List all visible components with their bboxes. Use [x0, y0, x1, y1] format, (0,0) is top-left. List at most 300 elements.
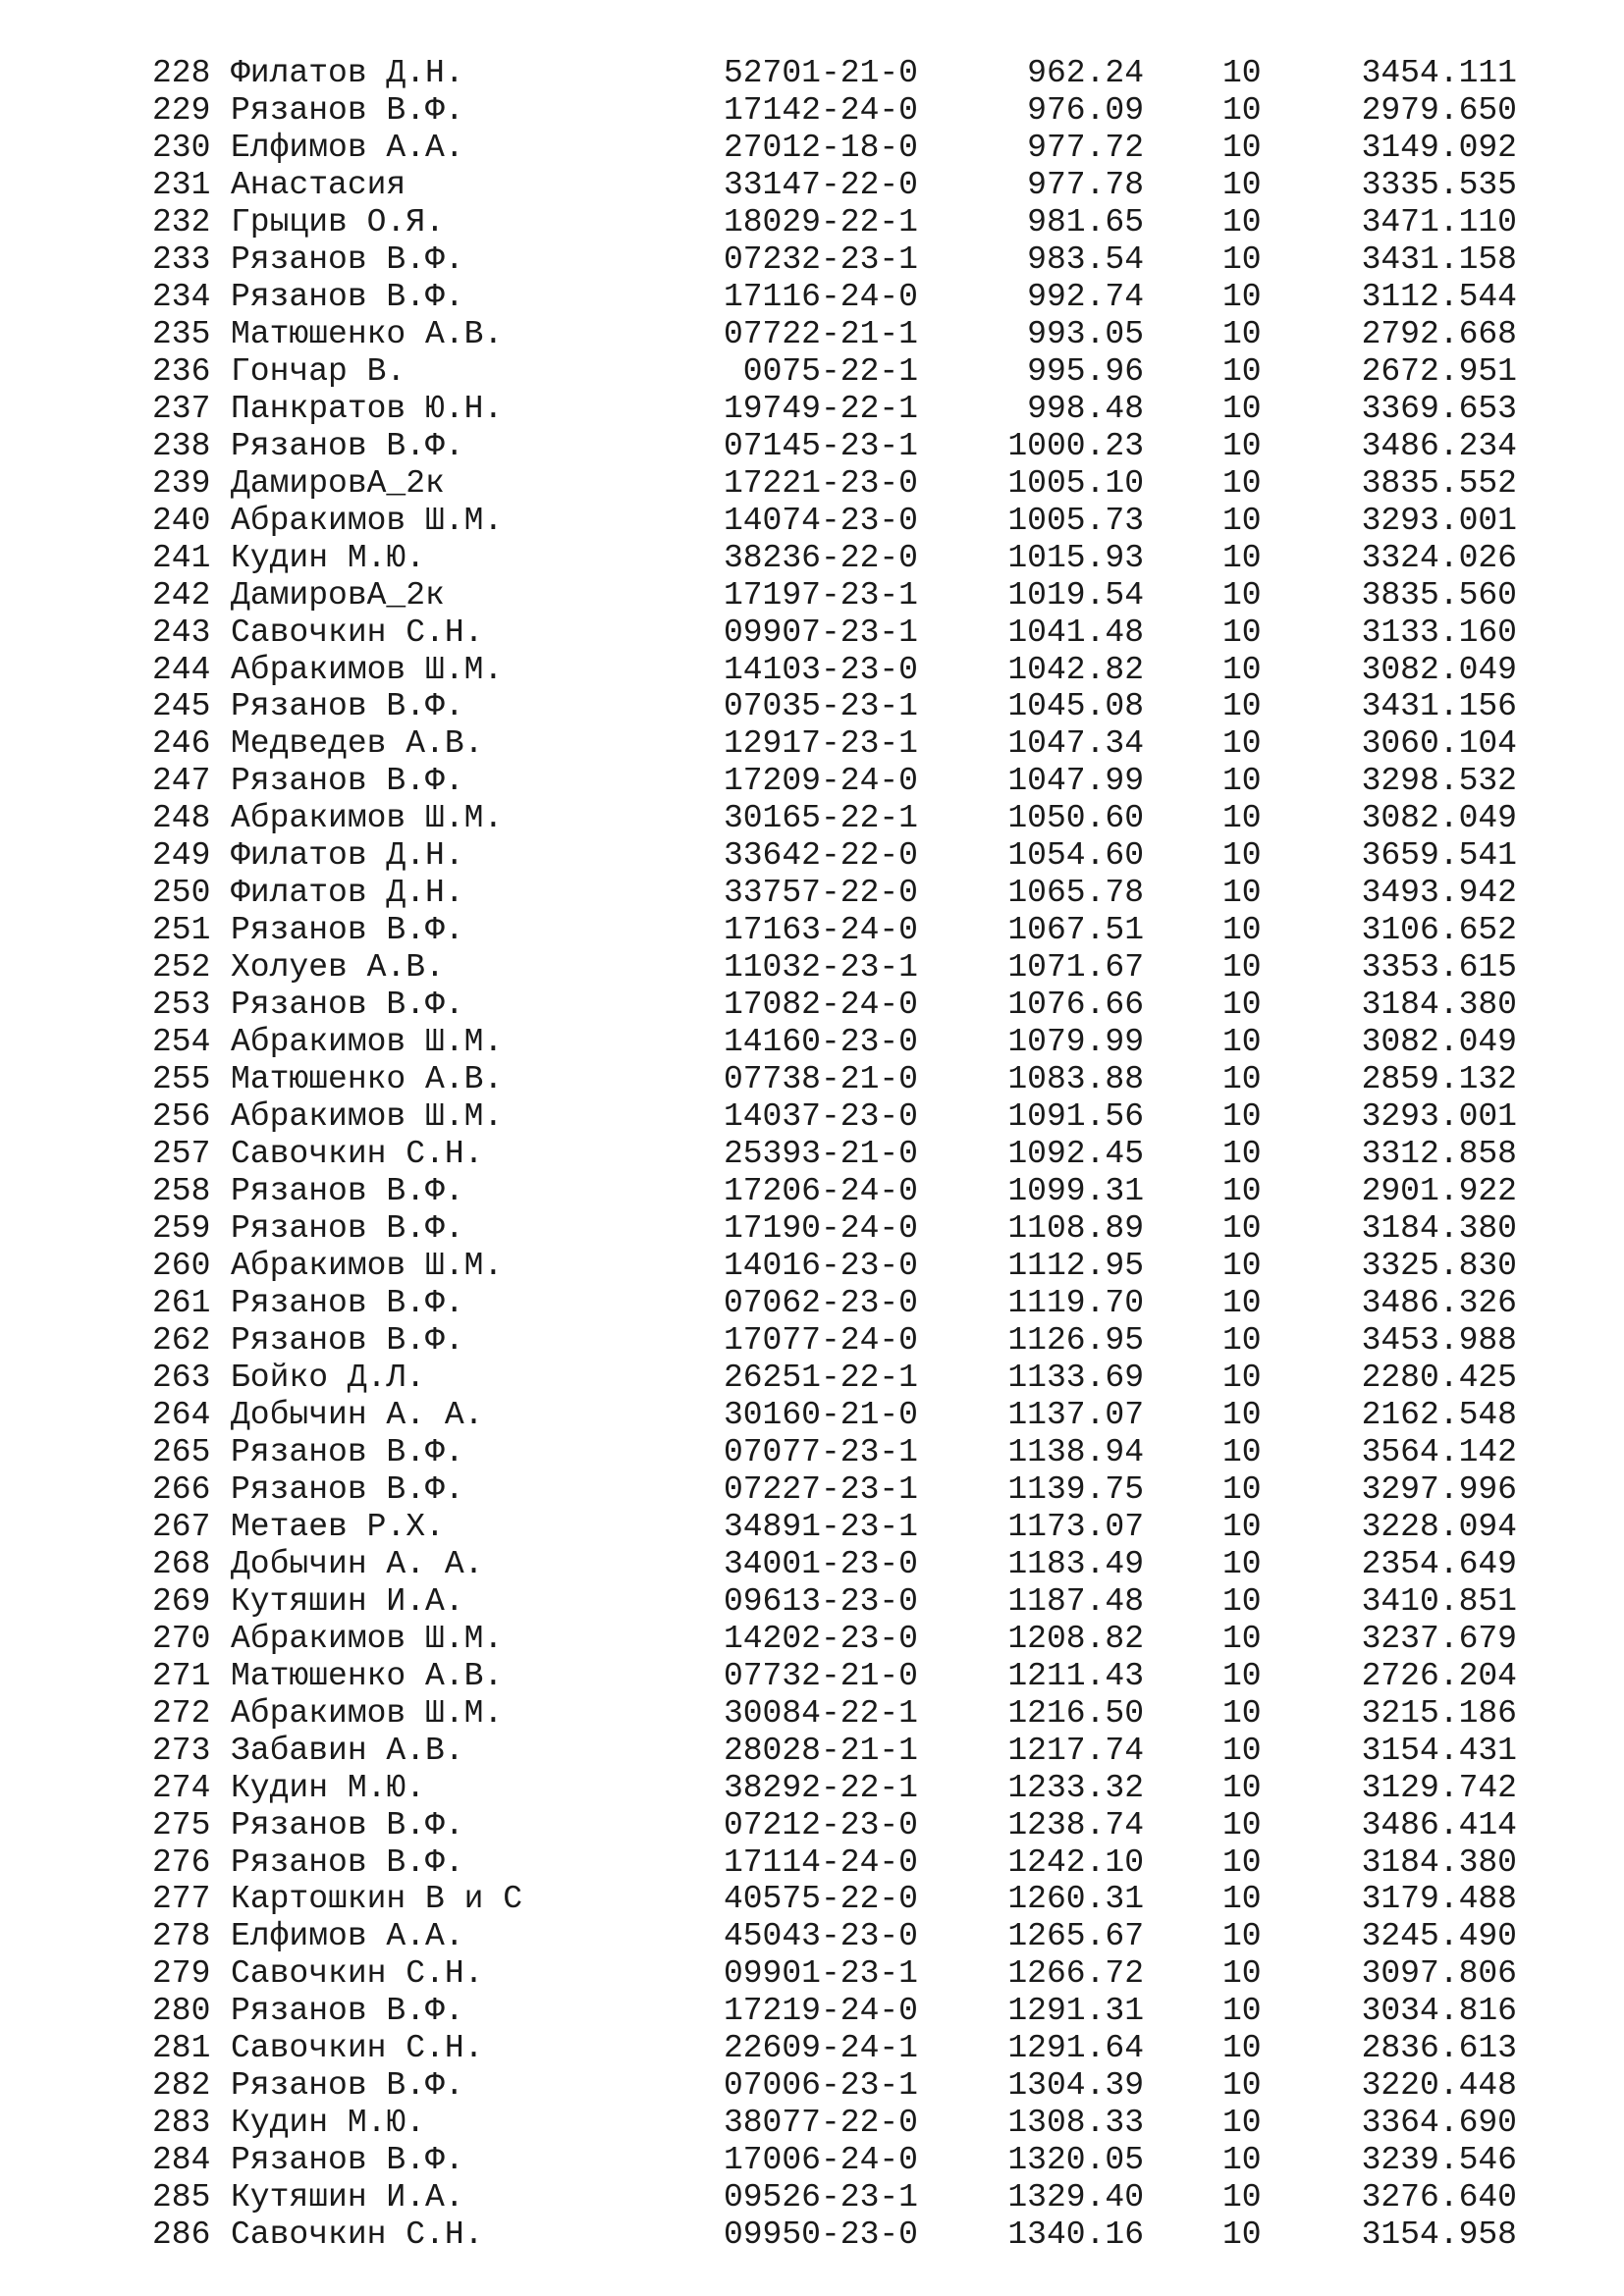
measurement-value: 1108.89 [1007, 1210, 1144, 1248]
row-number: 271 [152, 1657, 211, 1694]
table-row [152, 2216, 1527, 2254]
table-row [152, 428, 1527, 465]
measurement-value: 1265.67 [1007, 1918, 1144, 1955]
measurement-value: 998.48 [1027, 390, 1144, 427]
row-number: 241 [152, 539, 211, 576]
row-number: 266 [152, 1470, 211, 1508]
count-value: 10 [1222, 427, 1262, 464]
count-value: 10 [1222, 240, 1262, 278]
table-row [152, 2142, 1527, 2179]
total-value: 3215.186 [1361, 1694, 1517, 1732]
record-code: 26251-22-1 [723, 1359, 918, 1396]
record-code: 18029-22-1 [723, 203, 918, 240]
participant-name: Савочкин С.Н. [231, 614, 484, 651]
count-value: 10 [1222, 875, 1262, 912]
table-row [152, 875, 1527, 912]
total-value: 3154.958 [1361, 2216, 1517, 2254]
table-row [152, 2067, 1527, 2105]
row-number: 285 [152, 2179, 211, 2216]
record-code: 17116-24-0 [723, 278, 918, 315]
row-number: 269 [152, 1582, 211, 1620]
participant-name: Савочкин С.Н. [231, 2030, 484, 2067]
participant-name: Медведев А.В. [231, 725, 484, 763]
measurement-value: 1217.74 [1007, 1732, 1144, 1769]
row-number: 256 [152, 1098, 211, 1136]
count-value: 10 [1222, 1657, 1262, 1694]
row-number: 238 [152, 427, 211, 464]
measurement-value: 1054.60 [1007, 837, 1144, 875]
total-value: 3245.490 [1361, 1918, 1517, 1955]
row-number: 231 [152, 166, 211, 203]
record-code: 07212-23-0 [723, 1806, 918, 1843]
total-value: 3179.488 [1361, 1881, 1517, 1918]
total-value: 3454.111 [1361, 55, 1517, 91]
measurement-value: 1308.33 [1007, 2105, 1144, 2142]
participant-name: Абракимов Ш.М. [231, 502, 504, 539]
count-value: 10 [1222, 1470, 1262, 1508]
record-code: 09613-23-0 [723, 1582, 918, 1620]
total-value: 3486.326 [1361, 1284, 1517, 1321]
count-value: 10 [1222, 1433, 1262, 1470]
participant-name: Абракимов Ш.М. [231, 800, 504, 837]
table-row [152, 1993, 1527, 2030]
total-value: 3835.552 [1361, 464, 1517, 502]
total-value: 3060.104 [1361, 725, 1517, 763]
total-value: 3493.942 [1361, 875, 1517, 912]
total-value: 3097.806 [1361, 1955, 1517, 1993]
total-value: 3486.414 [1361, 1806, 1517, 1843]
participant-name: Холуев А.В. [231, 949, 445, 987]
count-value: 10 [1222, 203, 1262, 240]
measurement-value: 977.78 [1027, 166, 1144, 203]
measurement-value: 1000.23 [1007, 427, 1144, 464]
table-row [152, 1509, 1527, 1546]
count-value: 10 [1222, 800, 1262, 837]
row-number: 239 [152, 464, 211, 502]
measurement-value: 1045.08 [1007, 688, 1144, 725]
participant-name: Кутяшин И.А. [231, 1582, 464, 1620]
participant-name: Рязанов В.Ф. [231, 1843, 464, 1881]
total-value: 3034.816 [1361, 1993, 1517, 2030]
table-row [152, 1322, 1527, 1360]
participant-name: Рязанов В.Ф. [231, 278, 464, 315]
row-number: 242 [152, 576, 211, 614]
participant-name: Матюшенко А.В. [231, 1657, 504, 1694]
total-value: 3129.742 [1361, 1769, 1517, 1806]
measurement-value: 1211.43 [1007, 1657, 1144, 1694]
participant-name: Рязанов В.Ф. [231, 1470, 464, 1508]
row-number: 251 [152, 912, 211, 949]
table-row [152, 2105, 1527, 2142]
total-value: 2672.951 [1361, 352, 1517, 390]
count-value: 10 [1222, 912, 1262, 949]
table-row [152, 1955, 1527, 1993]
record-code: 07006-23-1 [723, 2067, 918, 2105]
record-code: 07227-23-1 [723, 1470, 918, 1508]
total-value: 3112.544 [1361, 278, 1517, 315]
table-row [152, 912, 1527, 949]
row-number: 252 [152, 949, 211, 987]
table-row [152, 167, 1527, 204]
row-number: 248 [152, 800, 211, 837]
total-value: 3325.830 [1361, 1248, 1517, 1284]
measurement-value: 1091.56 [1007, 1098, 1144, 1136]
total-value: 3239.546 [1361, 2142, 1517, 2179]
record-code: 17006-24-0 [723, 2142, 918, 2179]
count-value: 10 [1222, 651, 1262, 688]
record-code: 07062-23-0 [723, 1284, 918, 1321]
measurement-value: 1260.31 [1007, 1881, 1144, 1918]
table-row [152, 652, 1527, 689]
total-value: 3369.653 [1361, 390, 1517, 427]
count-value: 10 [1222, 278, 1262, 315]
record-code: 17219-24-0 [723, 1993, 918, 2030]
measurement-value: 1042.82 [1007, 651, 1144, 688]
record-code: 09950-23-0 [723, 2216, 918, 2254]
total-value: 3335.535 [1361, 166, 1517, 203]
total-value: 3297.996 [1361, 1470, 1517, 1508]
measurement-value: 1112.95 [1007, 1248, 1144, 1284]
record-code: 14103-23-0 [723, 651, 918, 688]
participant-name: Матюшенко А.В. [231, 315, 504, 352]
record-code: 45043-23-0 [723, 1918, 918, 1955]
total-value: 3364.690 [1361, 2105, 1517, 2142]
count-value: 10 [1222, 129, 1262, 166]
total-value: 2901.922 [1361, 1173, 1517, 1210]
total-value: 2859.132 [1361, 1061, 1517, 1098]
row-number: 257 [152, 1136, 211, 1173]
measurement-value: 995.96 [1027, 352, 1144, 390]
record-code: 17077-24-0 [723, 1321, 918, 1359]
total-value: 2726.204 [1361, 1657, 1517, 1694]
measurement-value: 1019.54 [1007, 576, 1144, 614]
count-value: 10 [1222, 1098, 1262, 1136]
table-row [152, 725, 1527, 763]
participant-name: Рязанов В.Ф. [231, 987, 464, 1024]
row-number: 270 [152, 1620, 211, 1657]
table-row [152, 837, 1527, 875]
participant-name: Панкратов Ю.Н. [231, 390, 504, 427]
record-code: 07232-23-1 [723, 240, 918, 278]
total-value: 3184.380 [1361, 987, 1517, 1024]
count-value: 10 [1222, 1806, 1262, 1843]
row-number: 232 [152, 203, 211, 240]
record-code: 30160-21-0 [723, 1396, 918, 1433]
table-row [152, 92, 1527, 130]
count-value: 10 [1222, 502, 1262, 539]
measurement-value: 1005.10 [1007, 464, 1144, 502]
row-number: 229 [152, 91, 211, 129]
count-value: 10 [1222, 1955, 1262, 1993]
measurement-value: 1005.73 [1007, 502, 1144, 539]
record-code: 07738-21-0 [723, 1061, 918, 1098]
measurement-value: 1173.07 [1007, 1508, 1144, 1545]
row-number: 236 [152, 352, 211, 390]
participant-name: Кудин М.Ю. [231, 2105, 426, 2142]
measurement-value: 1126.95 [1007, 1321, 1144, 1359]
participant-name: Абракимов Ш.М. [231, 1620, 504, 1657]
record-code: 17190-24-0 [723, 1210, 918, 1248]
count-value: 10 [1222, 166, 1262, 203]
measurement-value: 1047.34 [1007, 725, 1144, 763]
row-number: 254 [152, 1024, 211, 1061]
record-code: 19749-22-1 [723, 390, 918, 427]
table-row [152, 1434, 1527, 1471]
row-number: 250 [152, 875, 211, 912]
count-value: 10 [1222, 725, 1262, 763]
row-number: 259 [152, 1210, 211, 1248]
count-value: 10 [1222, 1881, 1262, 1918]
count-value: 10 [1222, 1359, 1262, 1396]
record-code: 14160-23-0 [723, 1024, 918, 1061]
total-value: 3237.679 [1361, 1620, 1517, 1657]
participant-name: Елфимов А.А. [231, 1918, 464, 1955]
row-number: 278 [152, 1918, 211, 1955]
count-value: 10 [1222, 688, 1262, 725]
row-number: 235 [152, 315, 211, 352]
row-number: 277 [152, 1881, 211, 1918]
measurement-value: 1092.45 [1007, 1136, 1144, 1173]
total-value: 3293.001 [1361, 1098, 1517, 1136]
record-code: 17209-24-0 [723, 763, 918, 800]
participant-name: Абракимов Ш.М. [231, 1098, 504, 1136]
table-row [152, 2030, 1527, 2067]
count-value: 10 [1222, 1769, 1262, 1806]
record-code: 12917-23-1 [723, 725, 918, 763]
total-value: 3106.652 [1361, 912, 1517, 949]
record-code: 22609-24-1 [723, 2030, 918, 2067]
table-row [152, 1918, 1527, 1955]
participant-name: Бойко Д.Л. [231, 1359, 426, 1396]
total-value: 3659.541 [1361, 837, 1517, 875]
row-number: 284 [152, 2142, 211, 2179]
participant-name: Савочкин С.Н. [231, 1955, 484, 1993]
table-row [152, 949, 1527, 987]
record-code: 17114-24-0 [723, 1843, 918, 1881]
total-value: 3453.988 [1361, 1321, 1517, 1359]
row-number: 246 [152, 725, 211, 763]
table-row [152, 1248, 1527, 1285]
row-number: 234 [152, 278, 211, 315]
count-value: 10 [1222, 1582, 1262, 1620]
count-value: 10 [1222, 1136, 1262, 1173]
table-row [152, 279, 1527, 316]
table-row [152, 1061, 1527, 1098]
record-code: 38292-22-1 [723, 1769, 918, 1806]
total-value: 3564.142 [1361, 1433, 1517, 1470]
row-number: 273 [152, 1732, 211, 1769]
measurement-value: 1291.31 [1007, 1993, 1144, 2030]
measurement-value: 1083.88 [1007, 1061, 1144, 1098]
count-value: 10 [1222, 1620, 1262, 1657]
count-value: 10 [1222, 1248, 1262, 1284]
measurement-value: 1304.39 [1007, 2067, 1144, 2105]
measurement-value: 1138.94 [1007, 1433, 1144, 1470]
table-row [152, 1210, 1527, 1248]
measurement-value: 962.24 [1027, 55, 1144, 91]
row-number: 260 [152, 1248, 211, 1284]
record-code: 34891-23-1 [723, 1508, 918, 1545]
measurement-value: 1099.31 [1007, 1173, 1144, 1210]
count-value: 10 [1222, 987, 1262, 1024]
measurement-value: 1320.05 [1007, 2142, 1144, 2179]
table-row [152, 503, 1527, 540]
participant-name: Добычин А. А. [231, 1545, 484, 1582]
row-number: 274 [152, 1769, 211, 1806]
row-number: 240 [152, 502, 211, 539]
measurement-value: 1340.16 [1007, 2216, 1144, 2254]
measurement-value: 993.05 [1027, 315, 1144, 352]
measurement-value: 1329.40 [1007, 2179, 1144, 2216]
record-code: 30165-22-1 [723, 800, 918, 837]
measurement-value: 981.65 [1027, 203, 1144, 240]
total-value: 3293.001 [1361, 502, 1517, 539]
row-number: 262 [152, 1321, 211, 1359]
measurement-value: 1238.74 [1007, 1806, 1144, 1843]
row-number: 286 [152, 2216, 211, 2254]
measurement-value: 1050.60 [1007, 800, 1144, 837]
table-row [152, 1844, 1527, 1882]
row-number: 265 [152, 1433, 211, 1470]
table-row [152, 1471, 1527, 1509]
count-value: 10 [1222, 1545, 1262, 1582]
measurement-value: 1183.49 [1007, 1545, 1144, 1582]
results-list [152, 55, 1527, 2254]
count-value: 10 [1222, 91, 1262, 129]
total-value: 2792.668 [1361, 315, 1517, 352]
participant-name: Абракимов Ш.М. [231, 1024, 504, 1061]
table-row [152, 1173, 1527, 1210]
participant-name: Рязанов В.Ф. [231, 1433, 464, 1470]
count-value: 10 [1222, 614, 1262, 651]
count-value: 10 [1222, 2216, 1262, 2254]
row-number: 283 [152, 2105, 211, 2142]
total-value: 3431.158 [1361, 240, 1517, 278]
row-number: 279 [152, 1955, 211, 1993]
participant-name: Добычин А. А. [231, 1396, 484, 1433]
participant-name: Рязанов В.Ф. [231, 427, 464, 464]
total-value: 3353.615 [1361, 949, 1517, 987]
table-row [152, 1024, 1527, 1061]
participant-name: Кудин М.Ю. [231, 539, 426, 576]
row-number: 261 [152, 1284, 211, 1321]
record-code: 07145-23-1 [723, 427, 918, 464]
count-value: 10 [1222, 1284, 1262, 1321]
row-number: 253 [152, 987, 211, 1024]
measurement-value: 1071.67 [1007, 949, 1144, 987]
total-value: 2162.548 [1361, 1396, 1517, 1433]
record-code: 38236-22-0 [723, 539, 918, 576]
participant-name: Гончар В. [231, 352, 406, 390]
total-value: 3082.049 [1361, 1024, 1517, 1061]
measurement-value: 976.09 [1027, 91, 1144, 129]
row-number: 280 [152, 1993, 211, 2030]
measurement-value: 1187.48 [1007, 1582, 1144, 1620]
table-row [152, 614, 1527, 652]
table-row [152, 1546, 1527, 1583]
row-number: 281 [152, 2030, 211, 2067]
measurement-value: 1139.75 [1007, 1470, 1144, 1508]
count-value: 10 [1222, 539, 1262, 576]
participant-name: Рязанов В.Ф. [231, 912, 464, 949]
record-code: 40575-22-0 [723, 1881, 918, 1918]
count-value: 10 [1222, 1210, 1262, 1248]
row-number: 263 [152, 1359, 211, 1396]
table-row [152, 1285, 1527, 1322]
table-row [152, 353, 1527, 391]
participant-name: Савочкин С.Н. [231, 2216, 484, 2254]
record-code: 17082-24-0 [723, 987, 918, 1024]
measurement-value: 1233.32 [1007, 1769, 1144, 1806]
participant-name: Забавин А.В. [231, 1732, 464, 1769]
record-code: 09526-23-1 [723, 2179, 918, 2216]
record-code: 07732-21-0 [723, 1657, 918, 1694]
measurement-value: 1137.07 [1007, 1396, 1144, 1433]
total-value: 3298.532 [1361, 763, 1517, 800]
total-value: 3082.049 [1361, 651, 1517, 688]
record-code: 17197-23-1 [723, 576, 918, 614]
total-value: 3431.156 [1361, 688, 1517, 725]
participant-name: Рязанов В.Ф. [231, 1210, 464, 1248]
row-number: 258 [152, 1173, 211, 1210]
record-code: 14037-23-0 [723, 1098, 918, 1136]
participant-name: Картошкин В и С [231, 1881, 523, 1918]
table-row [152, 1621, 1527, 1658]
total-value: 3184.380 [1361, 1210, 1517, 1248]
record-code: 11032-23-1 [723, 949, 918, 987]
count-value: 10 [1222, 1732, 1262, 1769]
measurement-value: 1067.51 [1007, 912, 1144, 949]
row-number: 264 [152, 1396, 211, 1433]
participant-name: Рязанов В.Ф. [231, 91, 464, 129]
total-value: 3154.431 [1361, 1732, 1517, 1769]
record-code: 33642-22-0 [723, 837, 918, 875]
participant-name: Савочкин С.Н. [231, 1136, 484, 1173]
participant-name: Елфимов А.А. [231, 129, 464, 166]
record-code: 07722-21-1 [723, 315, 918, 352]
table-row [152, 688, 1527, 725]
row-number: 228 [152, 55, 211, 91]
table-row [152, 1397, 1527, 1434]
row-number: 272 [152, 1694, 211, 1732]
measurement-value: 992.74 [1027, 278, 1144, 315]
measurement-value: 1065.78 [1007, 875, 1144, 912]
row-number: 282 [152, 2067, 211, 2105]
record-code: 07035-23-1 [723, 688, 918, 725]
count-value: 10 [1222, 1061, 1262, 1098]
measurement-value: 1119.70 [1007, 1284, 1144, 1321]
row-number: 267 [152, 1508, 211, 1545]
record-code: 07077-23-1 [723, 1433, 918, 1470]
count-value: 10 [1222, 352, 1262, 390]
participant-name: Рязанов В.Ф. [231, 1321, 464, 1359]
total-value: 3149.092 [1361, 129, 1517, 166]
table-row [152, 800, 1527, 837]
record-code: 28028-21-1 [723, 1732, 918, 1769]
total-value: 3835.560 [1361, 576, 1517, 614]
count-value: 10 [1222, 2030, 1262, 2067]
count-value: 10 [1222, 1321, 1262, 1359]
total-value: 3486.234 [1361, 427, 1517, 464]
measurement-value: 977.72 [1027, 129, 1144, 166]
row-number: 245 [152, 688, 211, 725]
total-value: 3324.026 [1361, 539, 1517, 576]
table-row [152, 2179, 1527, 2216]
participant-name: Рязанов В.Ф. [231, 1173, 464, 1210]
participant-name: Филатов Д.Н. [231, 837, 464, 875]
total-value: 3228.094 [1361, 1508, 1517, 1545]
count-value: 10 [1222, 1694, 1262, 1732]
